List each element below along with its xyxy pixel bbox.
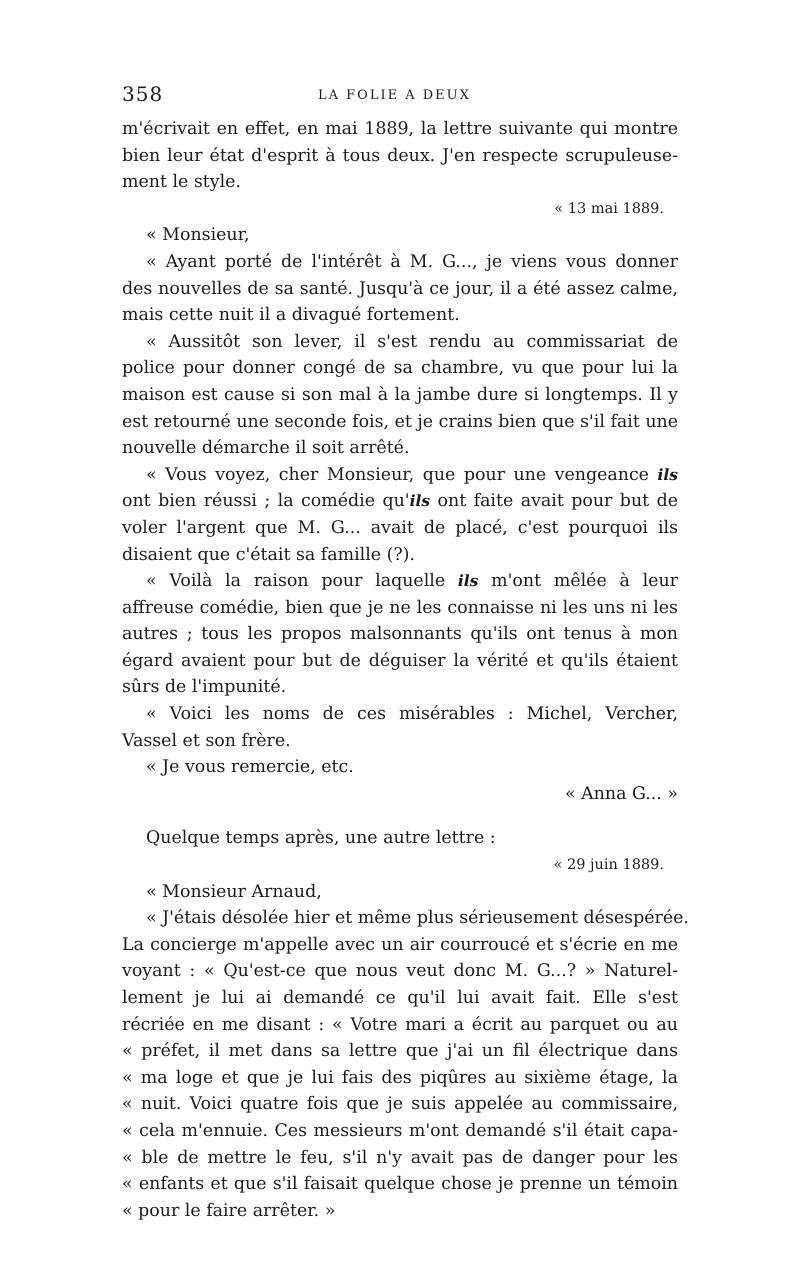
text-line: disaient que c'était sa famille (?). <box>122 544 415 565</box>
text-line: voler l'argent que M. G... avait de placé, c'est pourquoi ils <box>122 517 678 538</box>
page-number: 358 <box>122 82 164 106</box>
text-segment: « Voilà la raison pour laquelle <box>146 571 458 592</box>
body-text <box>122 116 689 1224</box>
text-segment: « Vous voyez, cher Monsieur, que pour une vengeance <box>146 464 658 485</box>
text-line <box>122 488 678 515</box>
letter-date: « 13 mai 1889. <box>554 200 664 217</box>
text-segment: ont bien réussi ; la comédie qu' <box>122 491 410 512</box>
text-segment: m'ont mêlée à leur <box>478 571 678 592</box>
text-line: « pour le faire arrêter. » <box>122 1200 336 1221</box>
text-line: « Aussitôt son lever, il s'est rendu au commissariat de <box>146 331 678 352</box>
text-line: « nuit. Voici quatre fois que je suis appelée au commissaire, <box>122 1094 678 1115</box>
text-line: des nouvelles de sa santé. Jusqu'à ce jour, il a été assez calme, <box>122 278 678 299</box>
text-line: égard avaient pour but de déguiser la vérité et qu'ils étaient <box>122 650 678 671</box>
text-line <box>122 568 678 595</box>
text-line: récriée en me disant : « Votre mari a écrit au parquet ou au <box>122 1014 678 1035</box>
text-line: « J'étais désolée hier et même plus sérieusement désespérée. <box>146 908 689 929</box>
text-line: police pour donner congé de sa chambre, vu que pour lui la <box>122 358 678 379</box>
text-line <box>122 462 678 489</box>
text-line: ment le style. <box>122 172 242 193</box>
text-line: « Voici les noms de ces misérables : Michel, Vercher, <box>146 704 678 725</box>
text-line: « ble de mettre le feu, s'il n'y avait pas de danger pour les <box>122 1147 678 1168</box>
text-line: voyant : « Qu'est-ce que nous veut donc M. G...? » Naturel- <box>122 961 678 982</box>
text-line: est retourné une seconde fois, et je crains bien que s'il fait une <box>122 411 679 432</box>
text-line: maison est cause si son mal à la jambe dure si longtemps. Il y <box>122 384 678 405</box>
text-line: Quelque temps après, une autre lettre : <box>146 828 496 849</box>
text-line: autres ; tous les propos malsonnants qu'ils ont tenus à mon <box>122 624 678 645</box>
text-line: mais cette nuit il a divagué fortement. <box>122 305 460 326</box>
letter-salutation: « Monsieur, <box>146 225 250 246</box>
text-line: La concierge m'appelle avec un air courroucé et s'écrie en me <box>122 934 678 955</box>
text-line: « Je vous remercie, etc. <box>146 757 354 778</box>
book-page <box>122 82 689 1224</box>
text-line: m'écrivait en effet, en mai 1889, la lettre suivante qui montre <box>122 119 678 139</box>
text-line: « préfet, il met dans sa lettre que j'ai un fil électrique dans <box>122 1041 678 1062</box>
text-line: nouvelle démarche il soit arrêté. <box>122 438 410 459</box>
text-line: lement je lui ai demandé ce qu'il lui avait fait. Elle s'est <box>122 988 678 1008</box>
text-segment: ont faite avait pour but de <box>430 491 678 512</box>
text-line: affreuse comédie, bien que je ne les connaisse ni les uns ni les <box>122 597 678 618</box>
text-line: sûrs de l'impunité. <box>122 677 287 698</box>
running-title: LA FOLIE A DEUX <box>318 88 471 103</box>
text-line: « ma loge et que je lui fais des piqûres au sixième étage, la <box>122 1067 678 1088</box>
italic-word: ils <box>409 491 431 511</box>
running-head <box>122 82 678 116</box>
italic-word: ils <box>657 464 678 484</box>
italic-word: ils <box>457 571 479 591</box>
section-gap <box>122 807 678 825</box>
letter-date: « 29 juin 1889. <box>553 857 664 874</box>
text-line: Vassel et son frère. <box>122 730 291 751</box>
text-line: « enfants et que s'il faisait quelque chose je prenne un témoin <box>122 1174 678 1195</box>
text-line: « cela m'ennuie. Ces messieurs m'ont demandé s'il était capa- <box>122 1120 678 1141</box>
letter-salutation: « Monsieur Arnaud, <box>146 881 322 902</box>
letter-signature: « Anna G... » <box>564 783 678 804</box>
text-line: bien leur état d'esprit à tous deux. J'en respecte scrupuleuse- <box>122 145 678 166</box>
text-line: « Ayant porté de l'intérêt à M. G..., je viens vous donner <box>146 251 678 272</box>
